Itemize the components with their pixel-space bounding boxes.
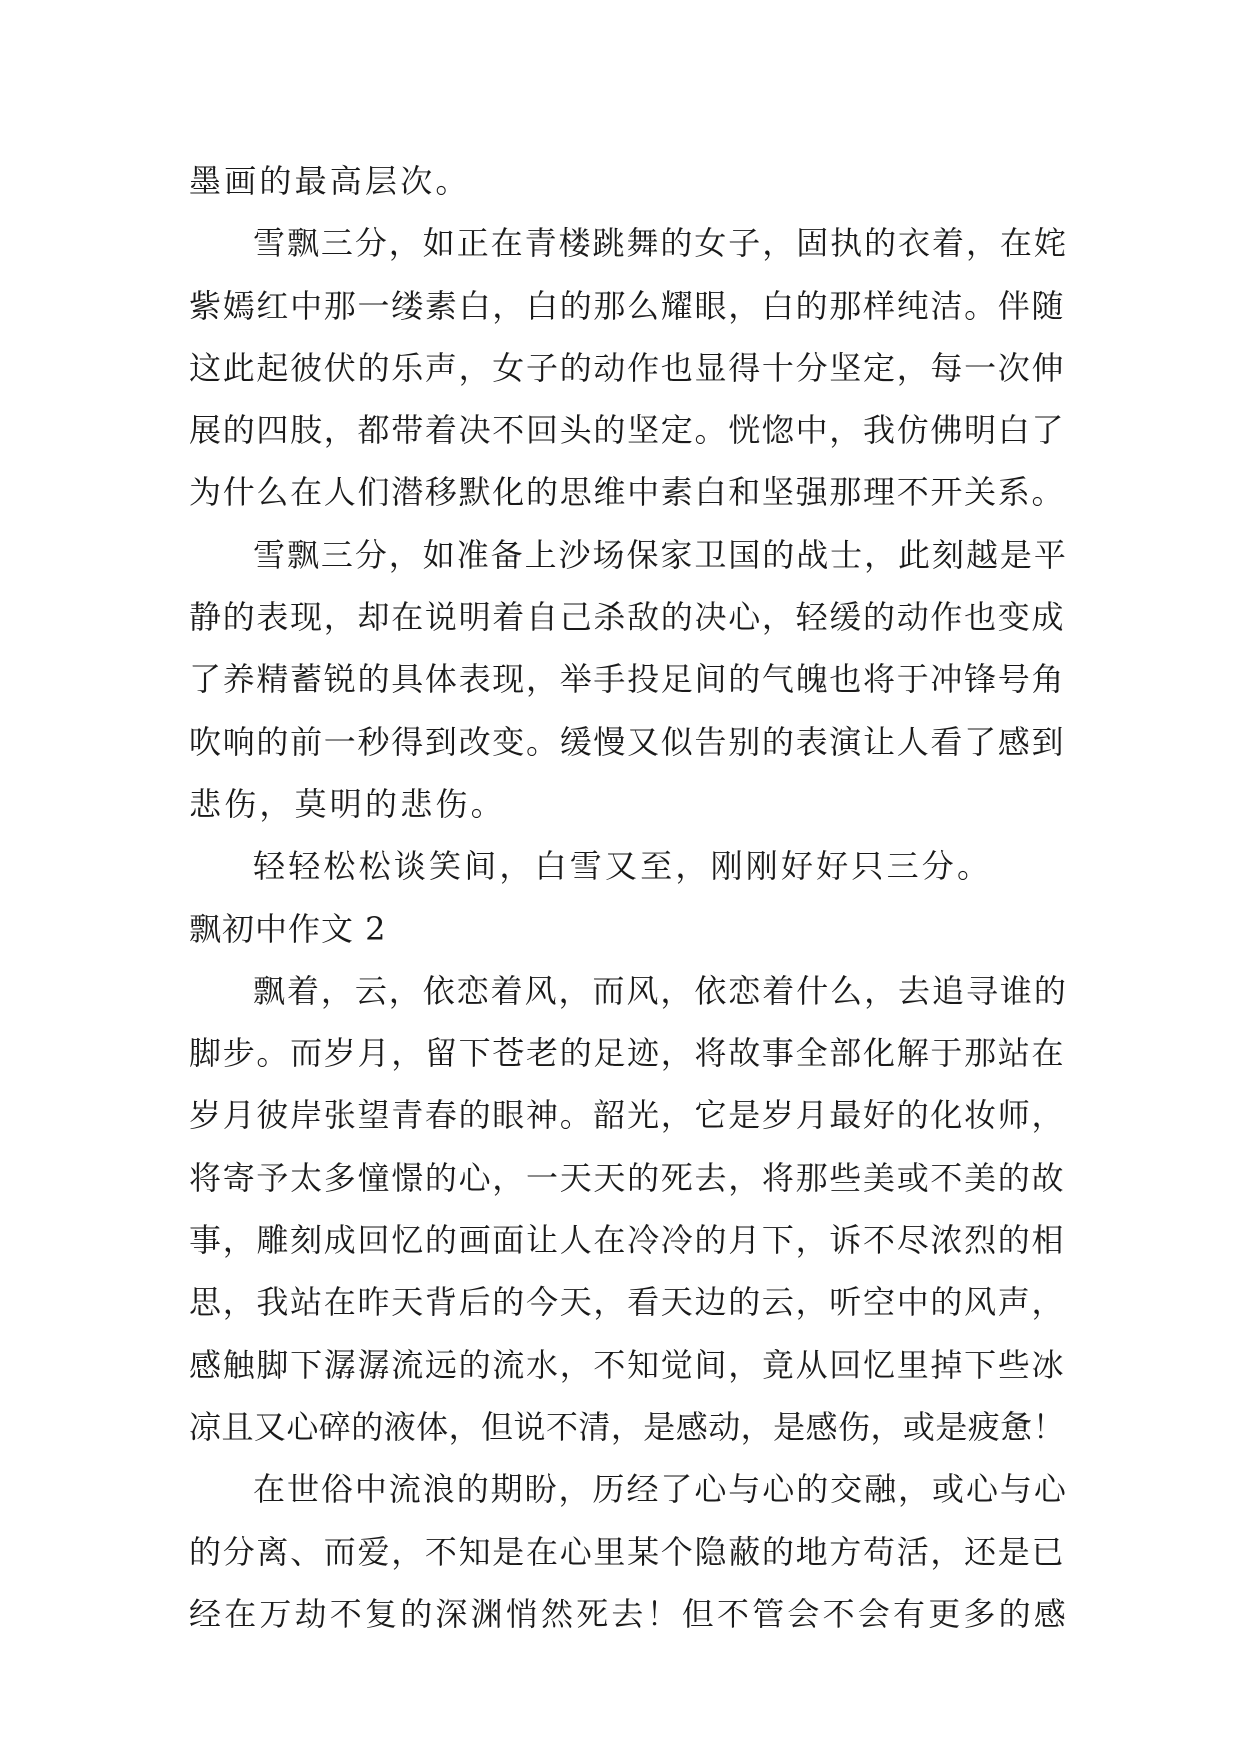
text-line: 思，我站在昨天背后的今天，看天边的云，听空中的风声， (189, 1283, 1066, 1322)
text-line: 事，雕刻成回忆的画面让人在冷冷的月下，诉不尽浓烈的相 (189, 1221, 1066, 1260)
text-line: 岁月彼岸张望青春的眼神。韶光，它是岁月最好的化妆师， (189, 1096, 1066, 1135)
text-line: 经在万劫不复的深渊悄然死去！但不管会不会有更多的感 (189, 1594, 1070, 1633)
text-line: 展的四肢，都带着决不回头的坚定。恍惚中，我仿佛明白了 (189, 411, 1066, 450)
paragraph-first-line: 雪飘三分，如准备上沙场保家卫国的战士，此刻越是平 (253, 535, 1068, 574)
paragraph-first-line: 在世俗中流浪的期盼，历经了心与心的交融，或心与心 (253, 1470, 1068, 1509)
text-line: 的分离、而爱，不知是在心里某个隐蔽的地方苟活，还是已 (189, 1532, 1066, 1571)
text-line: 凉且又心碎的液体，但说不清，是感动，是感伤，或是疲惫！ (189, 1407, 1066, 1446)
paragraph-first-line: 飘着，云，依恋着风，而风，依恋着什么，去追寻谁的 (253, 971, 1068, 1010)
text-line: 吹响的前一秒得到改变。缓慢又似告别的表演让人看了感到 (189, 722, 1066, 761)
text-line: 脚步。而岁月，留下苍老的足迹，将故事全部化解于那站在 (189, 1034, 1066, 1073)
text-line: 了养精蓄锐的具体表现，举手投足间的气魄也将于冲锋号角 (189, 660, 1066, 699)
text-line: 这此起彼伏的乐声，女子的动作也显得十分坚定，每一次伸 (189, 348, 1066, 387)
text-line: 墨画的最高层次。 (189, 162, 471, 200)
section-heading: 飘初中作文 2 (189, 909, 387, 948)
text-line: 为什么在人们潜移默化的思维中素白和坚强那理不开关系。 (189, 473, 1066, 512)
paragraph-first-line: 轻轻松松谈笑间，白雪又至，刚刚好好只三分。 (253, 847, 993, 886)
text-line: 悲伤，莫明的悲伤。 (189, 784, 506, 823)
text-line: 紫嫣红中那一缕素白，白的那么耀眼，白的那样纯洁。伴随 (189, 286, 1066, 325)
text-line: 静的表现，却在说明着自己杀敌的决心，轻缓的动作也变成 (189, 598, 1066, 637)
text-line: 将寄予太多憧憬的心，一天天的死去，将那些美或不美的故 (189, 1158, 1066, 1197)
paragraph-first-line: 雪飘三分，如正在青楼跳舞的女子，固执的衣着，在姹 (253, 224, 1068, 263)
text-line: 感触脚下潺潺流远的流水，不知觉间，竟从回忆里掉下些冰 (189, 1345, 1066, 1384)
document-body (189, 150, 1069, 1645)
